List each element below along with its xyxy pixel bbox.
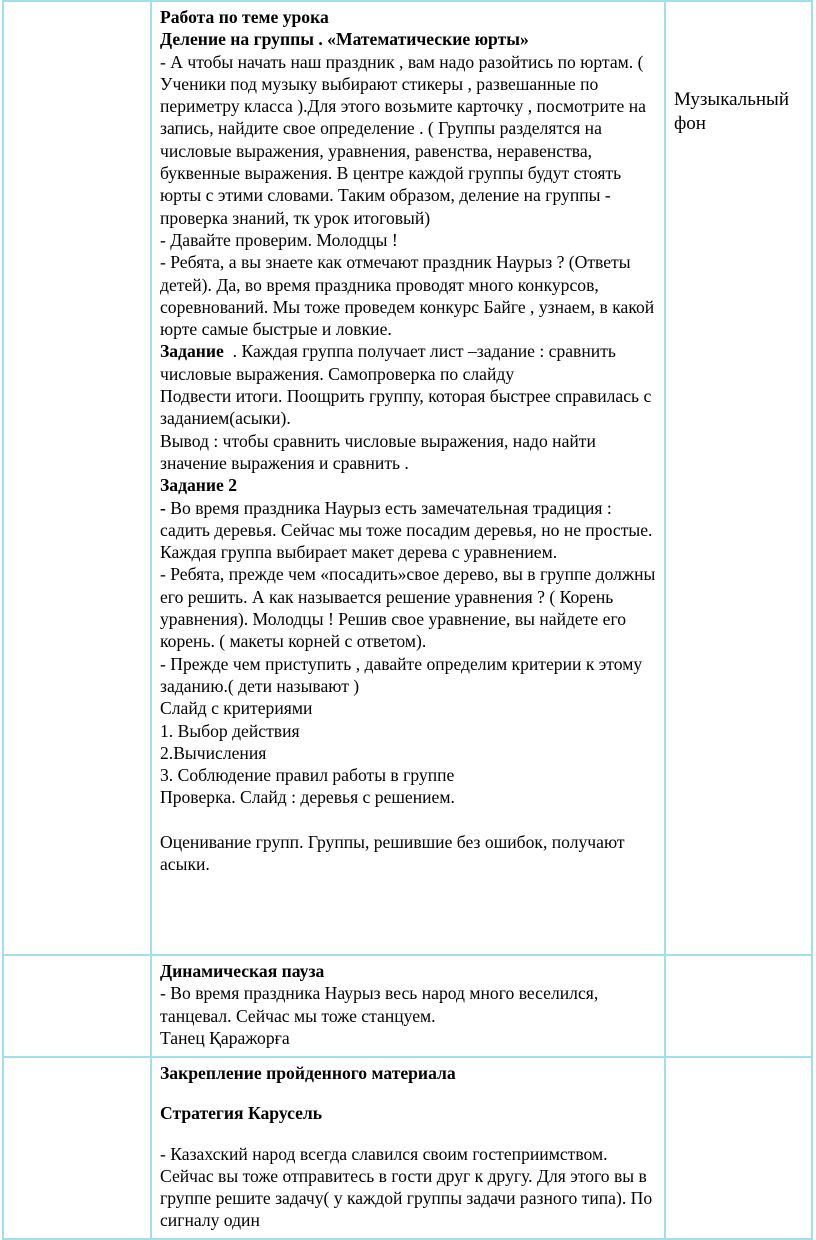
paragraph: Проверка. Слайд : деревья с решением. xyxy=(160,787,455,808)
paragraph: - Ребята, прежде чем «посадить»свое дерево, вы в группе должны его решить. А как называется решение уравнения ? ( Корень уравнения). Молодцы ! Решив свое уравнение, вы найдете его корень. ( макеты корней с ответом). xyxy=(160,564,656,652)
section-subheading: Деление на группы . «Математические юрты» xyxy=(160,29,529,50)
paragraph: Слайд с критериями xyxy=(160,698,313,719)
section-heading: Работа по теме урока xyxy=(160,7,329,27)
task-heading: Задание 2 xyxy=(160,475,238,496)
lesson-plan-table xyxy=(2,0,813,1240)
paragraph: - Во время праздника Наурыз весь народ много веселился, танцевал. Сейчас мы тоже станцуем. xyxy=(160,983,599,1026)
table-row xyxy=(3,955,812,1057)
section-heading: Закрепление пройденного материала xyxy=(160,1063,456,1083)
paragraph-text: Во время праздника Наурыз есть замечательная традиция : садить деревья. Сейчас мы тоже посадим деревья, но не простые. Каждая группа выбирает макет дерева с уравнением. xyxy=(160,497,653,563)
paragraph: - Давайте проверим. Молодцы ! xyxy=(160,229,398,250)
paragraph: - Прежде чем приступить , давайте определим критерии к этому заданию.( дети называют ) xyxy=(160,653,643,696)
stage-cell xyxy=(3,1,151,955)
content-cell xyxy=(151,1057,665,1239)
content-cell xyxy=(151,1,665,955)
list-item: 2.Вычисления xyxy=(160,742,267,763)
paragraph: Танец Қаражорға xyxy=(160,1027,290,1048)
resource-text: Музыкальный фон xyxy=(674,89,789,134)
paragraph: Вывод : чтобы сравнить числовые выражения, надо найти значение выражения и сравнить . xyxy=(160,430,596,473)
resources-cell xyxy=(665,1,812,955)
stage-cell xyxy=(3,1057,151,1239)
task-label: Задание xyxy=(160,341,224,362)
paragraph: Оценивание групп. Группы, решившие без ошибок, получают асыки. xyxy=(160,831,625,875)
paragraph: - Ребята, а вы знаете как отмечают праздник Наурыз ? (Ответы детей). Да, во время праздника проводят много конкурсов, соревнований. Мы тоже проведем конкурс Байге , узнаем, в какой юрте самые быстрые и ловкие. xyxy=(160,252,655,340)
stage-cell xyxy=(3,955,151,1057)
task-text: . Каждая группа получает лист –задание : сравнить числовые выражения. Самопроверка по слайду xyxy=(160,341,621,384)
task-paragraph xyxy=(160,340,658,385)
paragraph: - Казахский народ всегда славился своим гостеприимством. Сейчас вы тоже отправитесь в гости друг к другу. Для этого вы в группе решите задачу( у каждой группы задачи разного типа). По сигналу один xyxy=(160,1143,653,1231)
paragraph: Подвести итоги. Поощрить группу, которая быстрее справилась с заданием(асыки). xyxy=(160,386,652,429)
resources-cell xyxy=(665,1057,812,1239)
dash: - xyxy=(160,497,171,518)
content-cell xyxy=(151,955,665,1057)
list-item: 1. Выбор действия xyxy=(160,720,300,741)
paragraph: - А чтобы начать наш праздник , вам надо разойтись по юртам. ( Ученики под музыку выбирают стикеры , развешанные по периметру класса ).Для этого возьмите карточку , посмотрите на запись, найдите свое определение . ( Группы разделятся на числовые выражения, уравнения, равенства, неравенства, буквенные выражения. В центре каждой группы будут стоять юрты с этими словами. Таким образом, деление на группы - проверка знаний, тк урок итоговый) xyxy=(160,51,646,228)
section-heading: Динамическая пауза xyxy=(160,961,325,981)
resources-cell xyxy=(665,955,812,1057)
list-item: 3. Соблюдение правил работы в группе xyxy=(160,765,455,786)
table-row xyxy=(3,1,812,955)
strategy-heading: Стратегия Карусель xyxy=(160,1103,323,1124)
paragraph xyxy=(160,497,658,564)
table-row xyxy=(3,1057,812,1239)
